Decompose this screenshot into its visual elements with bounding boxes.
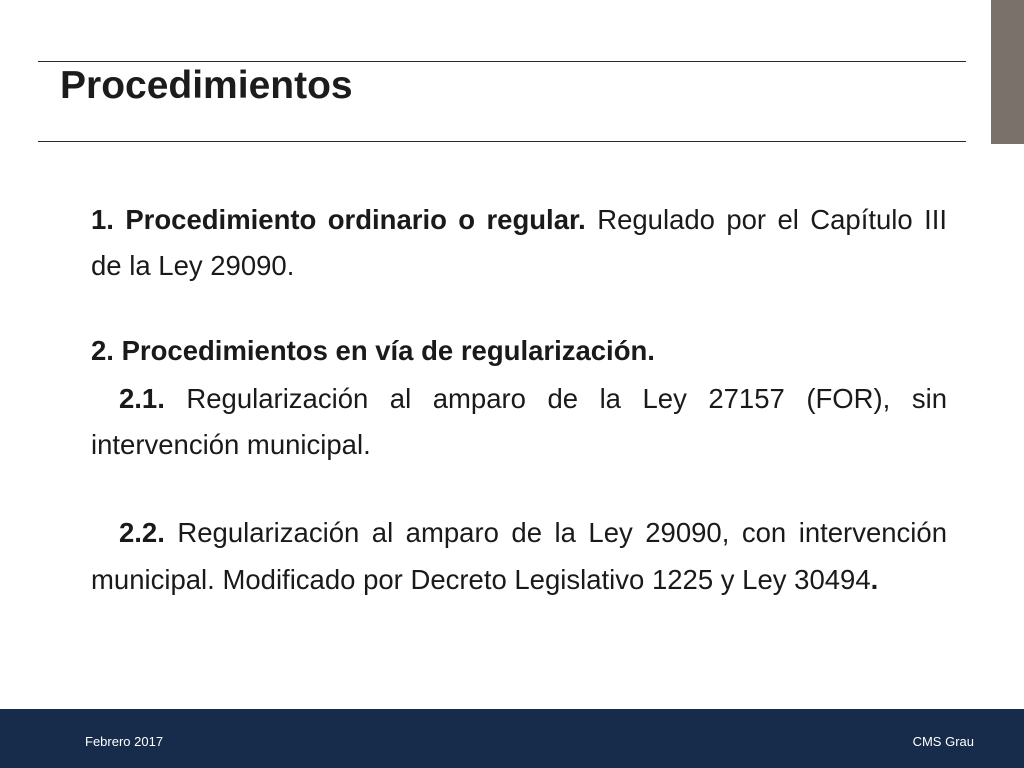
item-regularizacion-ley-29090	[91, 509, 947, 603]
item-heading: 2.2.	[119, 517, 165, 548]
item-text: Regularización al amparo de la Ley 27157 (FOR), sin intervención municipal.	[91, 383, 947, 460]
item-trailing-period: .	[870, 564, 879, 595]
item-text: Regularización al amparo de la Ley 29090, con intervención municipal. Modificado por Decreto Legislativo 1225 y Ley 30494	[91, 517, 947, 595]
slide-body	[91, 197, 947, 603]
corner-accent-bar	[991, 0, 1024, 144]
item-heading: 2. Procedimientos en vía de regularización.	[91, 335, 655, 366]
item-procedimiento-ordinario	[91, 197, 947, 289]
item-text: Regulado por el Capítulo III de la Ley 29090.	[91, 204, 948, 281]
slide-title: Procedimientos	[60, 64, 353, 107]
footer-company: CMS Grau	[912, 734, 974, 749]
item-procedimientos-regularizacion	[91, 328, 947, 374]
item-heading: 2.1.	[119, 383, 165, 414]
footer-bar	[0, 709, 1024, 768]
title-rule-bottom	[38, 141, 966, 142]
footer-date: Febrero 2017	[85, 734, 164, 749]
item-regularizacion-ley-27157	[91, 376, 947, 468]
item-heading: 1. Procedimiento ordinario o regular.	[91, 204, 586, 235]
